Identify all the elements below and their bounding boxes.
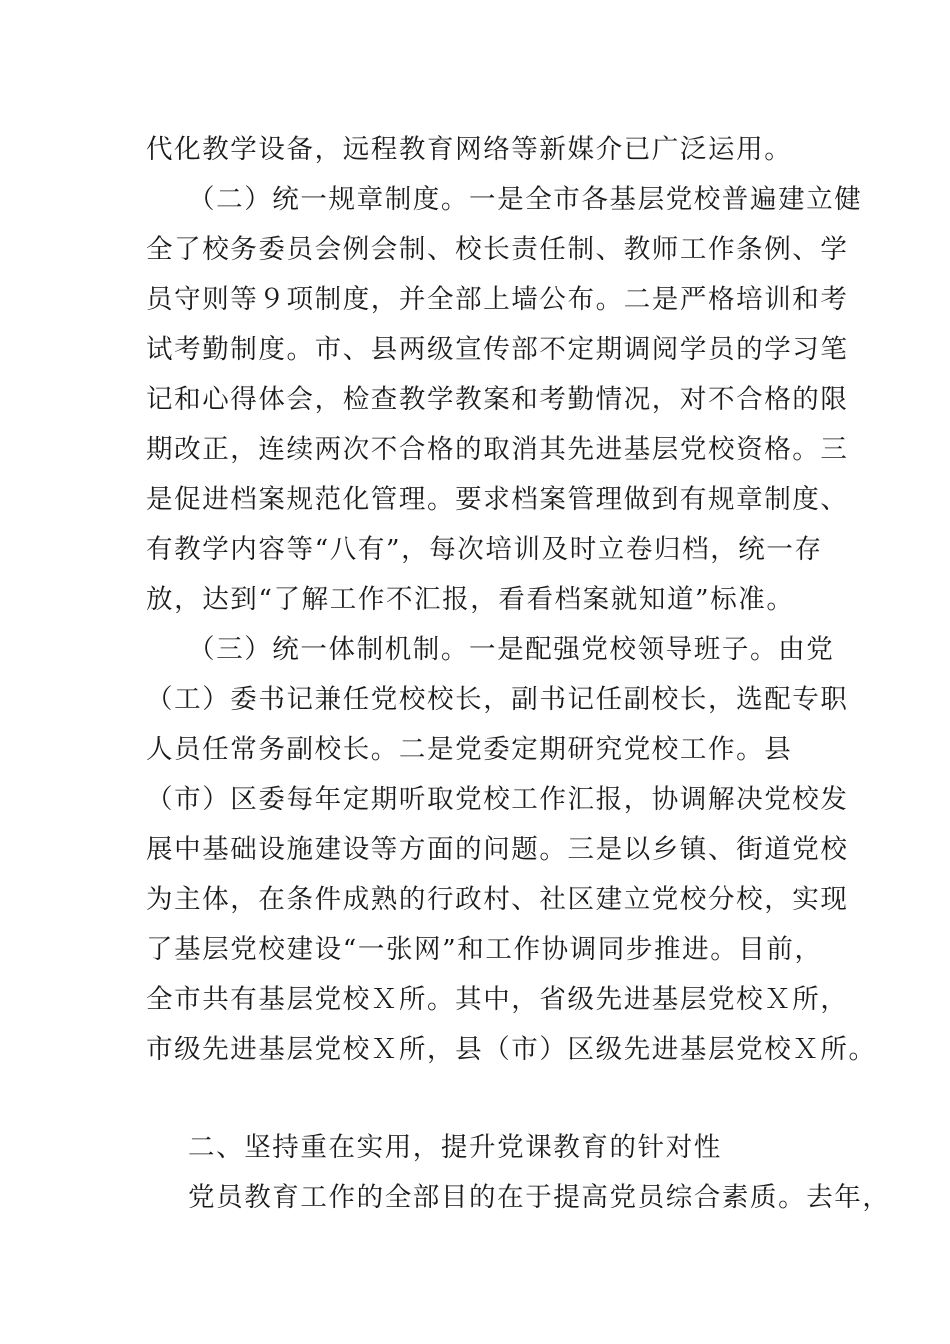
paragraph-2-line-7: 是促进档案规范化管理。要求档案管理做到有规章制度、 [146, 484, 849, 515]
paragraph-2-line-1: （二）统一规章制度。一是全市各基层党校普遍建立健 [188, 184, 863, 215]
paragraph-2-line-2: 全了校务委员会例会制、校长责任制、教师工作条例、学 [146, 234, 849, 265]
paragraph-3-line-3: 人员任常务副校长。二是党委定期研究党校工作。县 [146, 734, 793, 765]
paragraph-2-line-3: 员守则等９项制度，并全部上墙公布。二是严格培训和考 [146, 284, 849, 315]
paragraph-3-line-4: （市）区委每年定期听取党校工作汇报，协调解决党校发 [146, 784, 849, 815]
paragraph-3-line-1: （三）统一体制机制。一是配强党校领导班子。由党 [188, 634, 835, 665]
paragraph-3-line-8: 全市共有基层党校Ｘ所。其中，省级先进基层党校Ｘ所， [146, 984, 849, 1015]
paragraph-2-line-9: 放，达到“了解工作不汇报，看看档案就知道”标准。 [146, 584, 795, 615]
paragraph-3-line-6: 为主体，在条件成熟的行政村、社区建立党校分校，实现 [146, 884, 849, 915]
paragraph-2-line-8: 有教学内容等“八有”，每次培训及时立卷归档，统一存 [146, 534, 823, 565]
paragraph-3-line-7: 了基层党校建设“一张网”和工作协调同步推进。目前， [146, 934, 823, 965]
paragraph-3-line-5: 展中基础设施建设等方面的问题。三是以乡镇、街道党校 [146, 834, 849, 865]
paragraph-2-line-5: 记和心得体会，检查教学教案和考勤情况，对不合格的限 [146, 384, 849, 415]
paragraph-4-line-1: 党员教育工作的全部目的在于提高党员综合素质。去年， [188, 1182, 891, 1213]
text-line-1: 代化教学设备，远程教育网络等新媒介已广泛运用。 [146, 134, 793, 165]
paragraph-3-line-2: （工）委书记兼任党校校长，副书记任副校长，选配专职 [146, 684, 849, 715]
paragraph-2-line-6: 期改正，连续两次不合格的取消其先进基层党校资格。三 [146, 434, 849, 465]
section-heading: 二、坚持重在实用，提升党课教育的针对性 [188, 1132, 722, 1163]
paragraph-2-line-4: 试考勤制度。市、县两级宣传部不定期调阅学员的学习笔 [146, 334, 849, 365]
paragraph-3-line-9: 市级先进基层党校Ｘ所，县（市）区级先进基层党校Ｘ所。 [146, 1034, 877, 1065]
